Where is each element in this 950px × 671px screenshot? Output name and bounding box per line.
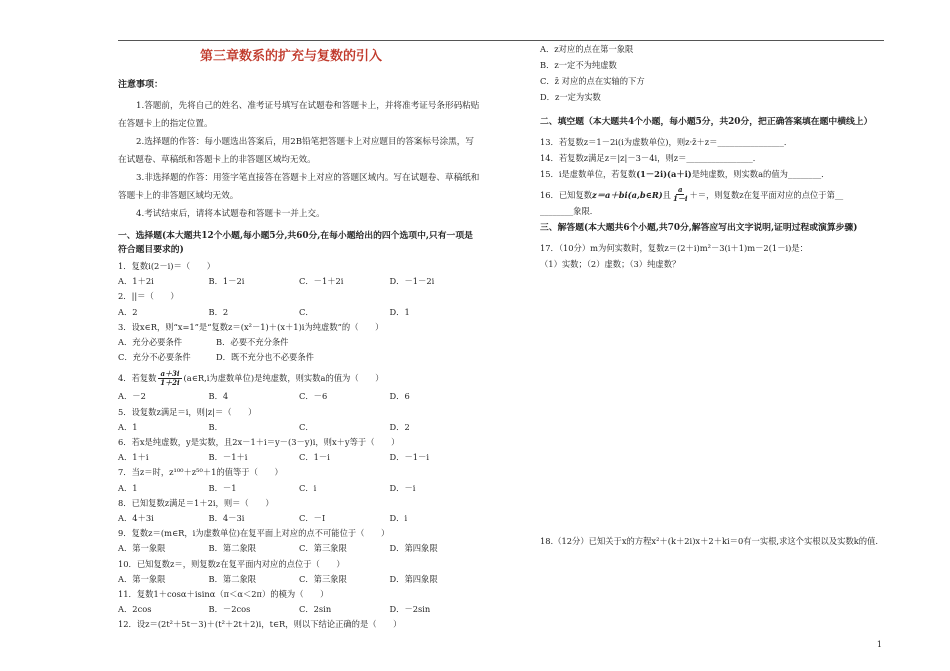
question-stem: 10．已知复数z＝，则复数z在复平面内对应的点位于（ ）: [118, 558, 345, 569]
option: A．2: [118, 306, 138, 317]
option: A．z对应的点在第一象限: [540, 44, 634, 54]
option: C．z̄ 对应的点在实轴的下方: [540, 76, 645, 86]
fraction: [158, 370, 181, 387]
option: B．第二象限: [208, 573, 257, 584]
option: A．－2: [118, 391, 146, 402]
question-options: [118, 389, 480, 404]
option: A．第一象限: [118, 573, 166, 584]
question-options: [118, 541, 480, 556]
option: A．1＋2i: [118, 276, 154, 287]
question-stem: 2．||＝（ ）: [118, 291, 179, 302]
question-options: [118, 511, 480, 526]
question-stem: 3．设x∈R，则“x=1”是“复数z＝(x²－1)＋(x＋1)i为纯虚数”的（ ）: [118, 321, 384, 332]
option: A．第一象限: [118, 543, 166, 554]
question-options: [118, 274, 480, 289]
option: D．6: [389, 391, 410, 402]
note-item: 1.答题前，先将自己的姓名、准考证号填写在试题卷和答题卡上，并将准考证号条形码粘贴在答题卡上的指定位置。: [118, 101, 480, 129]
option: A．2cos: [118, 604, 152, 615]
option: B．: [208, 421, 223, 432]
page-number: 1: [876, 640, 882, 649]
option: C．－I: [299, 513, 326, 524]
option: D．－1－i: [389, 452, 429, 463]
option: B．4－3i: [208, 513, 245, 524]
section1-heading: 一、选择题(本大题共12个小题,每小题5分,共60分,在每小题给出的四个选项中,只有一项是符合题目要求的): [118, 231, 473, 255]
option: C．: [299, 421, 314, 432]
question-stem: 8．已知复数z满足＝1＋2i，则＝（ ）: [118, 497, 274, 508]
question-text: (a∈R,i为虚数单位): [183, 373, 255, 384]
note-item: 4.考试结束后，请将本试题卷和答题卡一并上交。: [136, 209, 325, 219]
question-stem: 14．若复数z满足z＝|z|－3－4i，则z＝________________．: [540, 153, 762, 163]
left-column: [118, 49, 480, 633]
note-item: 2.选择题的作答：每小题选出答案后，用2B铅笔把答题卡上对应题目的答案标号涂黑，写在试题卷、草稿纸和答题卡上的非答题区域均无效。: [118, 137, 474, 165]
question-stem: [540, 186, 885, 203]
question-options: [118, 335, 480, 350]
option: D．i: [389, 513, 408, 524]
question-options: [118, 420, 480, 435]
fraction-denominator: 1＋2i: [160, 377, 180, 387]
question-text: 4．若复数: [118, 373, 157, 384]
question-stem: 17．（10分）m为何实数时，复数z＝(2＋i)m²－3(i＋1)m－2(1－i)是：: [540, 243, 808, 253]
question-stem: [118, 367, 480, 389]
option: A．1: [118, 482, 138, 493]
fraction: [673, 186, 688, 203]
question-options: [118, 572, 480, 587]
option: A．1: [118, 421, 138, 432]
fraction-numerator: a＋3i: [160, 368, 180, 378]
note-item: 3.非选择题的作答：用签字笔直接答在答题卡上对应的答题区域内。写在试题卷、草稿纸和答题卡上的非答题区域均无效。: [118, 173, 480, 201]
math-expression: z＝a＋bi(a,b∈R): [592, 189, 663, 200]
question-text: ＋＝，则复数z在复平面对应的点位于第__: [689, 189, 844, 200]
option: C．－1＋2i: [299, 276, 344, 287]
section3-heading: 三、解答题(本大题共6个小题,共70分,解答应写出文字说明,证明过程或演算步骤): [540, 223, 858, 233]
right-column: [540, 41, 885, 272]
question-18: 18.（12分）已知关于x的方程x²＋(k＋2i)x＋2＋ki＝0有一实根,求这个实根以及实数k的值.: [540, 536, 878, 546]
question-text: 是纯虚数，则实数a的值为（ ）: [254, 373, 384, 384]
option: B．第二象限: [208, 543, 257, 554]
option: A．4＋3i: [118, 513, 154, 524]
option: D．第四象限: [389, 543, 438, 554]
option: C．1－i: [299, 452, 330, 463]
option: C．第三象限: [299, 573, 347, 584]
option: B．2: [208, 306, 229, 317]
page-title: 第三章数系的扩充与复数的引入: [200, 49, 383, 64]
option: C．i: [299, 482, 317, 493]
option: D．既不充分也不必要条件: [216, 352, 314, 363]
question-text: 16．已知复数: [540, 189, 593, 200]
question-stem-continued: ________象限．: [540, 206, 599, 216]
question-stem: 9．复数z＝(m∈R，i为虚数单位)在复平面上对应的点不可能位于（ ）: [118, 528, 390, 539]
option: C．: [299, 306, 314, 317]
option: D．1: [389, 306, 410, 317]
question-stem: 6．若x是纯虚数，y是实数，且2x－1＋i＝y－(3－y)i，则x＋y等于（ ）: [118, 437, 400, 448]
option: B．－2cos: [208, 604, 251, 615]
option: D．－2sin: [389, 604, 431, 615]
question-stem: 1．复数i(2－i)＝（ ）: [118, 261, 216, 271]
option: B．z一定不为纯虚数: [540, 60, 617, 70]
option: C．充分不必要条件: [118, 352, 191, 363]
question-text: 是纯虚数，则实数a的值为________．: [691, 169, 830, 179]
fraction-denominator: 1－i: [672, 194, 688, 203]
option: C．－6: [299, 391, 328, 402]
option: D．第四象限: [389, 573, 438, 584]
notes-heading: 注意事项：: [118, 80, 164, 90]
question-text: 15．i是虚数单位，若复数: [540, 169, 637, 179]
question-stem: 5．设复数z满足＝i，则|z|＝（ ）: [118, 406, 257, 417]
question-stem: 11．复数1＋cosα＋isinα（π＜α＜2π）的模为（ ）: [118, 589, 329, 600]
option: B．－1＋i: [208, 452, 248, 463]
question-options: [118, 450, 480, 465]
option: B．4: [208, 391, 229, 402]
option: B．－1: [208, 482, 237, 493]
option: D．2: [389, 421, 410, 432]
question-stem: 13．若复数z＝1－2i(i为虚数单位)，则z·z̄＋z＝________________．: [540, 137, 793, 147]
option: C．第三象限: [299, 543, 347, 554]
math-expression: (1－2i)(a＋i): [636, 169, 692, 179]
option: A．充分必要条件: [118, 337, 183, 348]
question-options: [118, 481, 480, 496]
question-stem: 12．设z＝(2t²＋5t－3)＋(t²＋2t＋2)i，t∈R，则以下结论正确的是（ ）: [118, 619, 402, 630]
section2-heading: 二、填空题（本大题共4个小题，每小题5分，共20分，把正确答案填在题中横线上）: [540, 117, 873, 127]
question-stem: 7．当z＝时，z¹⁰⁰＋z⁵⁰＋1的值等于（ ）: [118, 467, 283, 478]
fraction-numerator: a: [677, 185, 683, 194]
question-text: 且: [662, 189, 671, 200]
option: C．2sin: [299, 604, 332, 615]
option: B．1－2i: [208, 276, 245, 287]
question-options: [118, 602, 480, 617]
option: D．－1－2i: [389, 276, 435, 287]
option: D．－i: [389, 482, 416, 493]
question-subparts: （1）实数；（2）虚数；（3）纯虚数？: [540, 259, 681, 269]
option: A．1＋i: [118, 452, 149, 463]
option: D．z一定为实数: [540, 92, 601, 102]
question-options: [118, 350, 480, 365]
question-options: [118, 305, 480, 320]
option: B．必要不充分条件: [216, 337, 289, 348]
question-stem: [540, 166, 885, 182]
